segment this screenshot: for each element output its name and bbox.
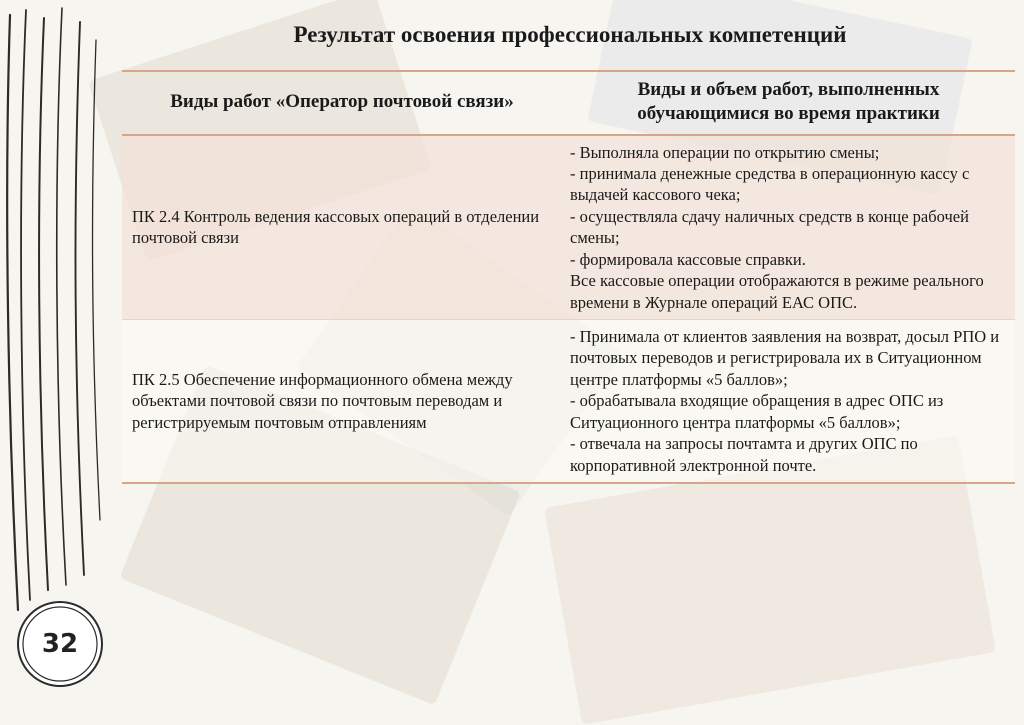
work-item: Все кассовые операции отображаются в режиме реального времени в Журнале операций ЕАС ОПС. [570, 271, 984, 312]
slide-title: Результат освоения профессиональных компетенций [293, 22, 847, 47]
work-item: - Принимала от клиентов заявления на возврат, досыл РПО и почтовых переводов и регистрировала их в Ситуационном центре платформы «5 баллов»; [570, 327, 1000, 389]
competency-results-table [122, 70, 1015, 484]
competency-cell: ПК 2.5 Обеспечение информационного обмена между объектами почтовой связи по почтовым переводам и регистрируемым почтовым отправлениям [122, 320, 562, 484]
work-list-cell [562, 320, 1015, 484]
work-item: - осуществляла сдачу наличных средств в конце рабочей смены; [570, 206, 969, 248]
work-item: - отвечала на запросы почтамта и других ОПС по корпоративной электронной почте. [570, 434, 918, 475]
work-item: - формировала кассовые справки. [570, 249, 806, 269]
table-header-row [122, 71, 1015, 135]
work-list-cell [562, 135, 1015, 320]
work-item: - принимала денежные средства в операционную кассу с выдачей кассового чека; [570, 163, 970, 205]
work-item: - Выполняла операции по открытию смены; [570, 142, 880, 162]
header-work-volume: Виды и объем работ, выполненных обучающимися во время практики [562, 71, 1015, 135]
work-item: - обрабатывала входящие обращения в адрес ОПС из Ситуационного центра платформы «5 баллов»; [570, 391, 944, 432]
page-number: 32 [41, 629, 79, 659]
table-row [122, 320, 1015, 484]
header-work-types: Виды работ «Оператор почтовой связи» [122, 71, 562, 135]
competency-cell: ПК 2.4 Контроль ведения кассовых операций в отделении почтовой связи [122, 135, 562, 320]
table-row [122, 135, 1015, 320]
